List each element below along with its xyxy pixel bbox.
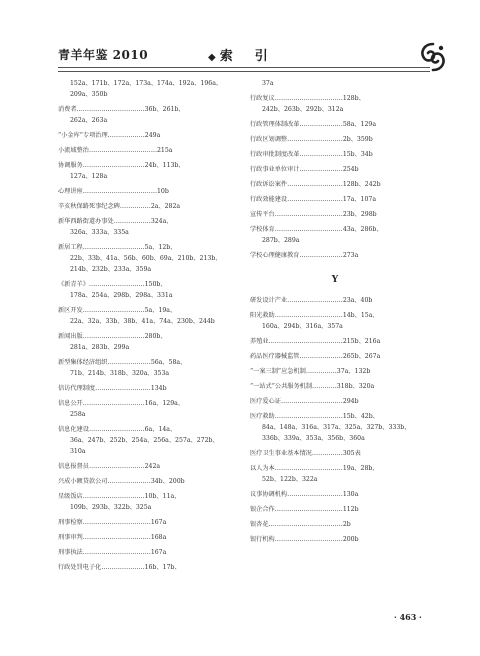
leader-dots: …………………………: [82, 493, 145, 500]
index-entry: [250, 209, 420, 220]
page-refs: 130a: [342, 491, 359, 498]
index-entry: [250, 119, 420, 130]
leader-dots: ………………………: [88, 281, 145, 288]
page-refs: 128b、242b: [342, 181, 381, 188]
page-refs: 112b: [342, 506, 359, 513]
page-refs: 24b、113b、: [144, 162, 185, 169]
page-refs: 305表: [342, 450, 361, 457]
index-entry: [250, 194, 420, 205]
page-refs: 167a: [150, 549, 167, 556]
index-term: 信息化建设: [58, 426, 89, 433]
leader-dots: ………………………: [287, 297, 343, 304]
leader-dots: ……………………………: [274, 465, 343, 472]
index-entry: [250, 351, 420, 362]
index-term: 行政审批制度改革: [250, 151, 300, 158]
page-refs: 36b、261b、: [144, 106, 185, 113]
index-entry: [58, 532, 228, 543]
page-refs: 265b、267a: [342, 353, 381, 360]
page-refs-continued: 326a、333a、335a: [70, 229, 129, 236]
index-term: 心理讲座: [58, 188, 83, 195]
index-term: 行政诉讼案件: [250, 181, 288, 188]
leader-dots: …………………………: [82, 244, 145, 251]
running-header: [58, 44, 440, 66]
page-refs: 56a、58a、: [150, 359, 187, 366]
index-entry: [58, 517, 228, 528]
index-entry: [58, 201, 228, 212]
page-refs: 273a: [342, 252, 359, 259]
index-term: 医疗卫生事业基本情况: [250, 450, 312, 457]
page-refs-continued: 36a、247b、252b、254a、256a、257a、272b、310a: [70, 437, 219, 455]
page-refs-continued: 127a、128a: [70, 173, 108, 180]
page-refs: 134b: [150, 385, 167, 392]
index-entry: [250, 164, 420, 175]
leader-dots: ……………………………: [274, 413, 343, 420]
index-entry: [58, 562, 228, 573]
index-entry: [250, 93, 420, 115]
index-entry: [58, 104, 228, 126]
index-entry: [250, 463, 420, 485]
page-refs-continued: 152a、171b、172a、173a、174a、192a、196a、: [70, 80, 223, 87]
index-term: 银杏花: [250, 521, 269, 528]
index-term: 新区开发: [58, 307, 83, 314]
index-entry: [250, 396, 420, 407]
leader-dots: ……………………………: [274, 312, 343, 319]
page-refs: 167a: [150, 519, 167, 526]
page-refs: 318b、320a: [336, 383, 375, 390]
leader-dots: …………………: [299, 151, 343, 158]
leader-dots: ………………………………: [268, 338, 343, 345]
leader-dots: ……………………………: [274, 95, 343, 102]
index-entry: [250, 411, 420, 444]
index-term: 学校心理健康教育: [250, 252, 300, 259]
leader-dots: ……………………………: [274, 536, 343, 543]
index-term: 新型集体经济组织: [58, 359, 108, 366]
index-entry: [250, 519, 420, 530]
page-refs: 128b、: [342, 95, 365, 102]
index-term: 养殖业: [250, 338, 269, 345]
index-term: 议事协调机构: [250, 491, 288, 498]
index-entry: [58, 186, 228, 197]
index-entry: [250, 78, 420, 89]
leader-dots: ………………………………: [82, 188, 157, 195]
index-entry: [58, 242, 228, 275]
page-refs-continued: 71b、214b、318b、320a、353a: [70, 370, 170, 377]
page-refs-continued: 262a、263a: [70, 117, 108, 124]
index-term: 学校体育: [250, 226, 275, 233]
leader-dots: …………………: [299, 353, 343, 360]
page-refs: 10b: [157, 188, 169, 195]
index-entry: [250, 295, 420, 306]
page-refs: 43a、286b、: [342, 226, 383, 233]
index-entry: [250, 448, 420, 459]
index-entry: [58, 331, 228, 353]
page-refs: 254b: [342, 166, 359, 173]
page-refs: 280b、: [144, 333, 167, 340]
leader-dots: ………………………: [95, 385, 151, 392]
leader-dots: ……………………………: [274, 211, 343, 218]
left-index-column: [58, 78, 228, 577]
leader-dots: …………………………: [82, 333, 145, 340]
index-entry: [58, 424, 228, 457]
leader-dots: ……………………………: [82, 534, 151, 541]
index-entry: [250, 366, 420, 377]
page-refs: 34b、200b: [150, 478, 185, 485]
index-term: 医疗爱心证: [250, 398, 281, 405]
page-refs-continued: 281a、283b、299a: [70, 344, 130, 351]
index-term: 信息公开: [58, 400, 83, 407]
index-term: 新闻出版: [58, 333, 83, 340]
swirl-logo-icon: [416, 40, 450, 74]
index-term: 协调服务: [58, 162, 83, 169]
index-term: 刑事执法: [58, 549, 83, 556]
index-entry: [58, 160, 228, 182]
page-refs: 23b、298b: [342, 211, 377, 218]
index-entry: [58, 461, 228, 472]
page-refs: 16a、129a、: [144, 400, 185, 407]
index-entry: [250, 134, 420, 145]
index-term: 消费者: [58, 106, 77, 113]
index-term: 辛亥秋保路死事纪念碑: [58, 203, 120, 210]
index-entry: [250, 224, 420, 246]
leader-dots: ………………………………: [268, 521, 343, 528]
index-term: 信息报督员: [58, 463, 89, 470]
index-entry: [58, 357, 228, 379]
page-refs: 2b: [342, 521, 351, 528]
index-entry: [250, 504, 420, 515]
index-term: 新华西路街道办事处: [58, 218, 114, 225]
leader-dots: …………………: [299, 121, 343, 128]
leader-dots: ………………………: [287, 181, 343, 188]
page-refs-continued: 178a、254a、298b、298a、331a: [70, 292, 173, 299]
page-refs: 324a、: [150, 218, 173, 225]
index-term: 药品医疗器械监管: [250, 353, 300, 360]
index-entry: [58, 130, 228, 141]
leader-dots: ……………………………: [76, 106, 145, 113]
index-entry: [250, 489, 420, 500]
page-refs: 14b、15a、: [342, 312, 379, 319]
page-refs: 58a、129a: [342, 121, 377, 128]
section-letter-heading: Y: [331, 275, 339, 285]
index-term: 行政处罚电子化: [58, 564, 102, 571]
leader-dots: ……………………………: [274, 506, 343, 513]
page-refs: 215b、216a: [342, 338, 381, 345]
page-refs: 294b: [342, 398, 359, 405]
index-entry: [58, 305, 228, 327]
index-term: 研发设计产业: [250, 297, 288, 304]
leader-dots: …………………: [101, 564, 145, 571]
index-term: 行政管理体制改革: [250, 121, 300, 128]
page-refs-continued: 22b、33b、41a、56b、60b、69a、210b、213b、: [70, 255, 222, 262]
leader-dots: ………………: [107, 132, 145, 139]
index-entry: [58, 476, 228, 487]
index-entry: [250, 149, 420, 160]
index-term: “一站式”公共服务机制: [250, 383, 313, 390]
page-refs-continued: 22a、32a、33b、38b、41a、74a、230b、244b: [70, 318, 215, 325]
index-entry: [58, 383, 228, 394]
index-entry: [250, 336, 420, 347]
page-refs: 15b、34b: [342, 151, 373, 158]
page-refs-continued: 160a、294b、316a、357a: [262, 323, 343, 330]
index-term: 以人为本: [250, 465, 275, 472]
leader-dots: ……………: [119, 203, 151, 210]
index-term: “一案三制”应急机制: [250, 368, 306, 375]
page-refs-continued: 52b、122b、322a: [262, 476, 318, 483]
right-index-column: [250, 78, 420, 549]
page-refs: 6a、14a、: [144, 426, 177, 433]
leader-dots: …………………………: [280, 398, 343, 405]
book-title: 青羊年鉴 2010: [58, 48, 149, 62]
leader-dots: ……………………………: [82, 519, 151, 526]
section-char-1: 索: [219, 49, 233, 64]
page-refs: 5a、19a、: [144, 307, 177, 314]
leader-dots: …………………: [299, 166, 343, 173]
index-term: 新居工程: [58, 244, 83, 251]
leader-dots: …………………………: [82, 307, 145, 314]
page-refs: 17a、107a: [342, 196, 377, 203]
leader-dots: …………………………: [82, 162, 145, 169]
index-term: 宣传平台: [250, 211, 275, 218]
page-refs: 5a、12b、: [144, 244, 177, 251]
leader-dots: ……………: [311, 450, 343, 457]
page-refs: 200b: [342, 536, 359, 543]
index-entry: [58, 491, 228, 513]
leader-dots: ……………………………: [274, 226, 343, 233]
page-refs: 150b、: [144, 281, 167, 288]
index-term: 小流域整治: [58, 147, 89, 154]
leader-dots: …………………: [107, 359, 151, 366]
leader-dots: …………………: [299, 252, 343, 259]
page-refs: 16b、17b、: [144, 564, 181, 571]
index-entry: [250, 381, 420, 392]
section-char-2: 引: [254, 49, 268, 64]
leader-dots: …………………………: [82, 400, 145, 407]
leader-dots: ………………………: [88, 426, 145, 433]
index-term: 医疗救助: [250, 413, 275, 420]
page-refs-continued: 109b、293b、322b、325a: [70, 504, 152, 511]
page-refs: 19a、28b、: [342, 465, 379, 472]
index-entry: [250, 250, 420, 261]
index-entry: [58, 78, 228, 100]
leader-dots: ………………: [113, 218, 151, 225]
index-term: 行政复议: [250, 95, 275, 102]
page-refs: 168a: [150, 534, 167, 541]
page-number: · 463 ·: [394, 612, 422, 622]
index-term: “小金库”专项治理: [58, 132, 108, 139]
index-term: 《新青羊》: [58, 281, 89, 288]
page-refs-continued: 84a、148a、316a、317a、325a、327b、333b、: [262, 424, 411, 431]
index-term: 行政事业单位审计: [250, 166, 300, 173]
index-term: 兴成小额贷款公司: [58, 478, 108, 485]
page-refs-continued: 258a: [70, 411, 86, 418]
index-term: 刑事检察: [58, 519, 83, 526]
index-entry: [58, 547, 228, 558]
section-title: [208, 45, 268, 64]
index-entry: [58, 216, 228, 238]
page-refs: 37a、132b: [336, 368, 371, 375]
index-entry: [58, 398, 228, 420]
page-refs-continued: 209a、350b: [70, 91, 108, 98]
index-term: 信访代理制度: [58, 385, 96, 392]
leader-dots: ……………………………: [88, 147, 157, 154]
leader-dots: ………………………: [287, 136, 343, 143]
leader-dots: ………………………: [287, 196, 343, 203]
page-refs-continued: 214b、232b、233a、359a: [70, 266, 152, 273]
page-refs: 23a、40b: [342, 297, 373, 304]
page-refs: 242a: [144, 463, 161, 470]
page-refs: 2a、282a: [150, 203, 181, 210]
index-entry: [250, 310, 420, 332]
header-rule: [58, 67, 430, 72]
index-term: 阳光救助: [250, 312, 275, 319]
leader-dots: …………: [312, 383, 337, 390]
page-refs-continued: 242b、263b、292b、312a: [262, 106, 344, 113]
page-refs-continued: 336b、339a、353a、356b、360a: [262, 435, 365, 442]
leader-dots: ……………………………: [82, 549, 151, 556]
page-refs: 215a: [157, 147, 173, 154]
index-entry: [58, 145, 228, 156]
index-term: 行政效能建设: [250, 196, 288, 203]
page-refs: 249a: [144, 132, 161, 139]
page-refs-continued: 287b、289a: [262, 237, 300, 244]
leader-dots: ……………: [305, 368, 337, 375]
index-entry: [250, 179, 420, 190]
index-term: 银行机构: [250, 536, 275, 543]
index-entry: [58, 279, 228, 301]
diamond-icon: ◆: [208, 52, 216, 63]
leader-dots: ………………………: [88, 463, 145, 470]
page-refs: 10b、11a、: [144, 493, 181, 500]
leader-dots: …………………: [107, 478, 151, 485]
index-term: 刑事审判: [58, 534, 83, 541]
page-refs: 2b、359b: [342, 136, 373, 143]
page-refs-continued: 37a: [262, 80, 274, 87]
index-term: 行政区划调整: [250, 136, 288, 143]
index-entry: [250, 534, 420, 545]
page-refs: 15b、42b、: [342, 413, 379, 420]
index-term: 星级饭店: [58, 493, 83, 500]
leader-dots: ………………………: [287, 491, 343, 498]
index-term: 银企合作: [250, 506, 275, 513]
